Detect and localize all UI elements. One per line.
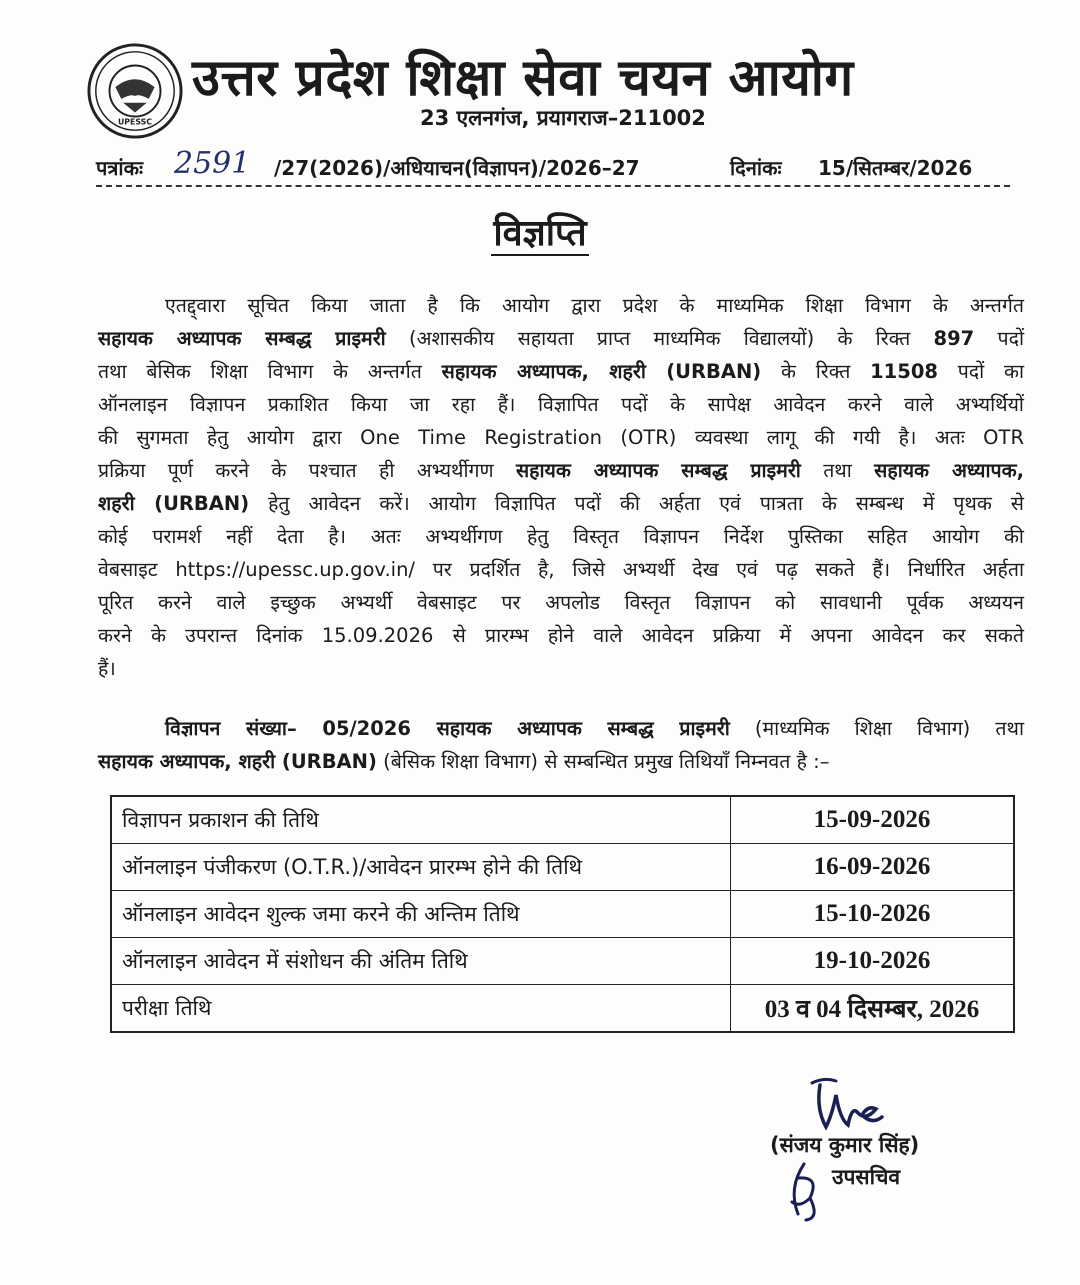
text-segment: सहायक अध्यापक, शहरी (URBAN) xyxy=(441,360,762,383)
text-segment: (माध्यमिक शिक्षा विभाग) तथा xyxy=(729,717,1024,740)
paragraph-line xyxy=(98,748,1024,776)
ref-number-suffix: /27(2026)/अधियाचन(विज्ञापन)/2026–27 xyxy=(274,156,640,180)
initial-mark xyxy=(780,1158,832,1224)
text-segment: 11508 xyxy=(870,360,938,383)
logo-text: UPESSC xyxy=(117,117,153,127)
paragraph-line xyxy=(98,457,1024,485)
text-segment: पूरित करने वाले इच्छुक अभ्यर्थी वेबसाइट पर अपलोड विस्तृत विज्ञापन को सावधानी पूर्वक अध्ययन xyxy=(98,591,1024,614)
text-segment: हेतु आवेदन करें। आयोग विज्ञापित पदों की अर्हता एवं पात्रता के सम्बन्ध में पृथक से xyxy=(249,492,1024,515)
text-segment: (अशासकीय सहायता प्राप्त माध्यमिक विद्यालयों) के रिक्त xyxy=(385,327,934,350)
notice-heading xyxy=(0,207,1080,256)
text-segment: सहायक अध्यापक सम्बद्ध प्राइमरी xyxy=(515,459,801,482)
reference-divider xyxy=(96,185,1010,187)
paragraph-line xyxy=(98,424,1024,452)
notice-heading-text: विज्ञप्ति xyxy=(493,213,587,254)
commission-title: उत्तर प्रदेश शिक्षा सेवा चयन आयोग xyxy=(192,49,854,108)
paragraph-line xyxy=(98,556,1024,584)
table-row xyxy=(111,844,1014,891)
date-value: 15/सितम्बर/2026 xyxy=(818,156,973,180)
date-event-label: ऑनलाइन आवेदन में संशोधन की अंतिम तिथि xyxy=(111,938,731,985)
date-event-value: 19-10-2026 xyxy=(731,938,1015,985)
text-segment: करने के उपरान्त दिनांक 15.09.2026 से प्रारम्भ होने वाले आवेदन प्रक्रिया में अपना आवेदन कर सकते xyxy=(98,624,1024,647)
table-row xyxy=(111,985,1014,1033)
text-segment: वेबसाइट https://upessc.up.gov.in/ पर प्रदर्शित है, जिसे अभ्यर्थी देख एवं पढ़ सकते हैं। निर्धारित अर्हता xyxy=(98,558,1024,581)
signatory-name: (संजय कुमार सिंह) xyxy=(770,1133,920,1157)
signature-mark xyxy=(806,1075,886,1137)
paragraph-line xyxy=(98,655,1024,683)
table-row xyxy=(111,938,1014,985)
date-event-value: 15-10-2026 xyxy=(731,891,1015,938)
table-row xyxy=(111,891,1014,938)
text-segment: (बेसिक शिक्षा विभाग) से सम्बन्धित प्रमुख तिथियाँ निम्नवत है :– xyxy=(376,750,830,773)
text-segment: प्रक्रिया पूर्ण करने के पश्चात ही अभ्यर्थीगण xyxy=(98,459,516,482)
text-segment: पदों xyxy=(974,327,1025,350)
reference-line xyxy=(96,146,1026,186)
text-segment: सहायक अध्यापक, शहरी (URBAN) xyxy=(98,750,377,773)
signatory-designation: उपसचिव xyxy=(832,1165,901,1189)
upessc-logo-seal xyxy=(86,42,184,140)
text-segment: कोई परामर्श नहीं देता है। अतः अभ्यर्थीगण हेतु विस्तृत विज्ञापन निर्देश पुस्तिका सहित आयोग की xyxy=(98,525,1024,548)
commission-address: 23 एलनगंज, प्रयागराज–211002 xyxy=(420,106,706,130)
date-event-value: 15-09-2026 xyxy=(731,796,1015,844)
text-segment: हैं। xyxy=(98,657,116,680)
date-event-label: परीक्षा तिथि xyxy=(111,985,731,1033)
date-event-value: 03 व 04 दिसम्बर, 2026 xyxy=(731,985,1015,1033)
paragraph-line xyxy=(98,358,1024,386)
date-event-value: 16-09-2026 xyxy=(731,844,1015,891)
date-event-label: ऑनलाइन आवेदन शुल्क जमा करने की अन्तिम तिथि xyxy=(111,891,731,938)
ref-label: पत्रांकः xyxy=(96,156,143,180)
text-segment: की सुगमता हेतु आयोग द्वारा One Time Registration (OTR) व्यवस्था लागू की गयी है। अतः OTR xyxy=(98,426,1024,449)
text-segment: तथा बेसिक शिक्षा विभाग के अन्तर्गत xyxy=(98,360,442,383)
text-segment: शहरी (URBAN) xyxy=(98,492,250,515)
ref-number-handwritten: 2591 xyxy=(174,146,251,181)
table-row xyxy=(111,796,1014,844)
date-event-label: विज्ञापन प्रकाशन की तिथि xyxy=(111,796,731,844)
text-segment: सहायक अध्यापक सम्बद्ध प्राइमरी xyxy=(98,327,386,350)
paragraph-line xyxy=(98,391,1024,419)
date-event-label: ऑनलाइन पंजीकरण (O.T.R.)/आवेदन प्रारम्भ होने की तिथि xyxy=(111,844,731,891)
paragraph-line xyxy=(98,325,1024,353)
text-segment: पदों का xyxy=(937,360,1024,383)
text-segment: सहायक अध्यापक, xyxy=(874,459,1024,482)
important-dates-table xyxy=(110,795,1015,1033)
paragraph-line xyxy=(98,622,1024,650)
date-label: दिनांकः xyxy=(730,156,782,180)
text-segment: एतद्द्वारा सूचित किया जाता है कि आयोग द्वारा प्रदेश के माध्यमिक शिक्षा विभाग के अन्तर्गत xyxy=(165,294,1024,317)
paragraph-line xyxy=(98,589,1024,617)
text-segment: विज्ञापन संख्या– 05/2026 सहायक अध्यापक सम्बद्ध प्राइमरी xyxy=(165,717,730,740)
paragraph-line xyxy=(165,715,1024,743)
text-segment: 897 xyxy=(933,327,975,350)
text-segment: तथा xyxy=(800,459,875,482)
paragraph-line xyxy=(98,490,1024,518)
text-segment: ऑनलाइन विज्ञापन प्रकाशित किया जा रहा हैं। विज्ञापित पदों के सापेक्ष आवेदन करने वाले अभ्यर्थियों xyxy=(98,393,1024,416)
paragraph-line xyxy=(165,292,1024,320)
text-segment: के रिक्त xyxy=(761,360,871,383)
paragraph-line xyxy=(98,523,1024,551)
